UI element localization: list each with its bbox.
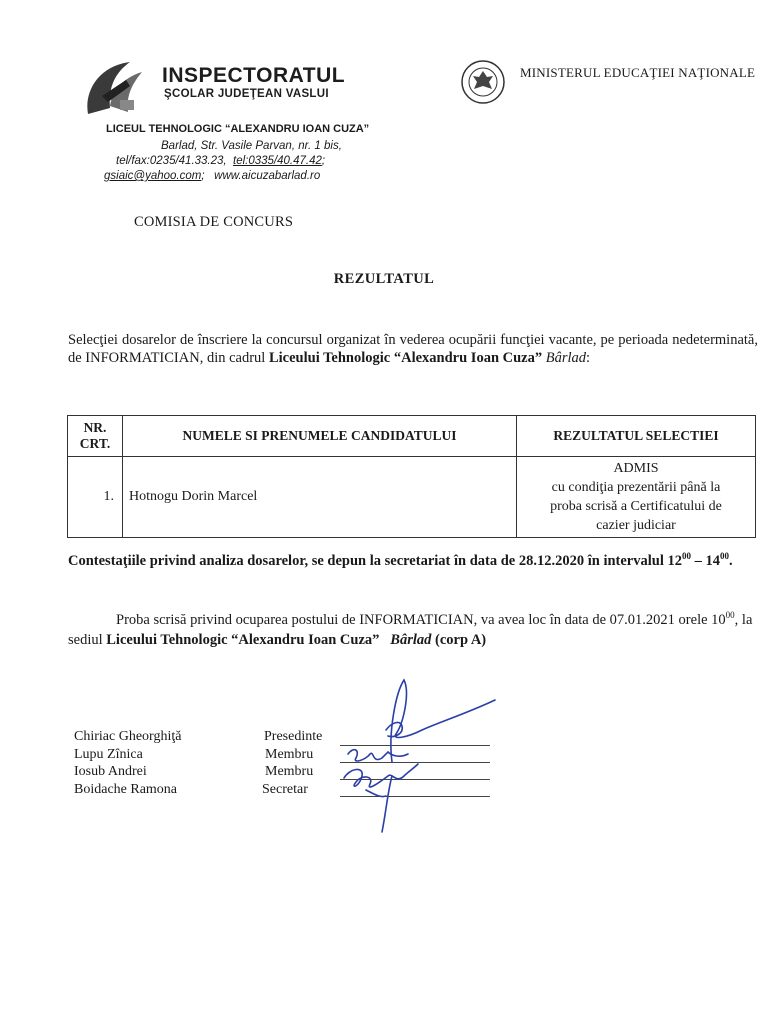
website-link[interactable]: www.aicuzabarlad.ro — [214, 170, 321, 182]
phone-link[interactable]: tel:0335/40.47.42 — [233, 155, 322, 167]
table-header-row — [68, 416, 756, 457]
committee-member-name: Boidache Ramona — [74, 781, 178, 797]
committee-role: Secretar — [262, 781, 308, 797]
committee-member-name: Chiriac Gheorghiţă — [74, 729, 182, 744]
school-contacts: gsiaic@yahoo.com; www.aicuzabarlad.ro — [104, 170, 321, 182]
exam-school-name: Liceului Tehnologic “Alexandru Ioan Cuza” — [106, 632, 380, 648]
school-name: LICEUL TEHNOLOGIC “ALEXANDRU IOAN CUZA” — [106, 123, 370, 135]
handwritten-signatures — [330, 672, 500, 842]
exam-city: Bârlad — [390, 632, 432, 648]
header-selection-result: REZULTATUL SELECTIEI — [517, 416, 756, 457]
header-candidate-name: NUMELE SI PRENUMELE CANDIDATULUI — [123, 416, 517, 457]
telfax: tel/fax:0235/41.33.23, — [116, 155, 227, 167]
written-exam-paragraph: Proba scrisă privind ocuparea postului de INFORMATICIAN, va avea loc în data de 07.01.2021 orele $10^{00}$, la sediul Liceului Tehnologic “Alexandru Ioan Cuza” Bârlad (corp A) — [68, 610, 753, 648]
ministry-name: MINISTERUL EDUCAŢIEI NAŢIONALE — [520, 65, 756, 80]
isj-logo — [80, 56, 170, 126]
results-table — [67, 415, 756, 538]
committee-role: Presedinte — [264, 729, 323, 744]
government-crest-icon — [460, 57, 506, 107]
school-name-bold: Liceului Tehnologic “Alexandru Ioan Cuza” — [268, 350, 543, 366]
committee-roles — [264, 728, 322, 798]
table-row — [68, 457, 756, 538]
committee-role: Membru — [265, 764, 314, 779]
committee-names — [74, 728, 181, 798]
candidate-name: Hotnogu Dorin Marcel — [123, 457, 517, 538]
committee-member-name: Iosub Andrei — [74, 764, 147, 779]
commission-title: COMISIA DE CONCURS — [134, 214, 294, 230]
header-nr-crt: NR. CRT. — [68, 416, 123, 457]
row-nr: 1. — [68, 457, 123, 538]
selection-result — [517, 457, 756, 538]
inspectorat-title: INSPECTORATUL — [162, 64, 346, 87]
intro-paragraph: Selecţiei dosarelor de înscriere la concursul organizat în vederea ocupării funcţiei vacante, pe perioada nedeterminată, de INFORMATICIAN, din cadrul Liceului Tehnologic “Alexandru Ioan Cuza” Bârlad: — [68, 332, 758, 366]
result-status: ADMIS — [613, 461, 659, 476]
school-phones: tel/fax:0235/41.33.23, tel:0335/40.47.42; — [116, 155, 326, 167]
result-condition: cu condiţia prezentării până la proba scrisă a Certificatului de cazier judiciar — [550, 480, 722, 533]
contestations-paragraph: Contestaţiile privind analiza dosarelor, se depun la secretariat în data de 28.12.2020 în intervalul $12^{00} - 14^{00}$. — [68, 551, 733, 569]
committee-member-name: Lupu Zînica — [74, 746, 143, 762]
committee-role: Membru — [265, 746, 314, 762]
inspectorat-subtitle: ŞCOLAR JUDEŢEAN VASLUI — [164, 88, 329, 100]
page-title: REZULTATUL — [333, 271, 435, 287]
city-name: Bârlad — [545, 350, 587, 366]
school-address: Barlad, Str. Vasile Parvan, nr. 1 bis, — [161, 140, 342, 152]
email-link[interactable]: gsiaic@yahoo.com — [104, 170, 202, 182]
